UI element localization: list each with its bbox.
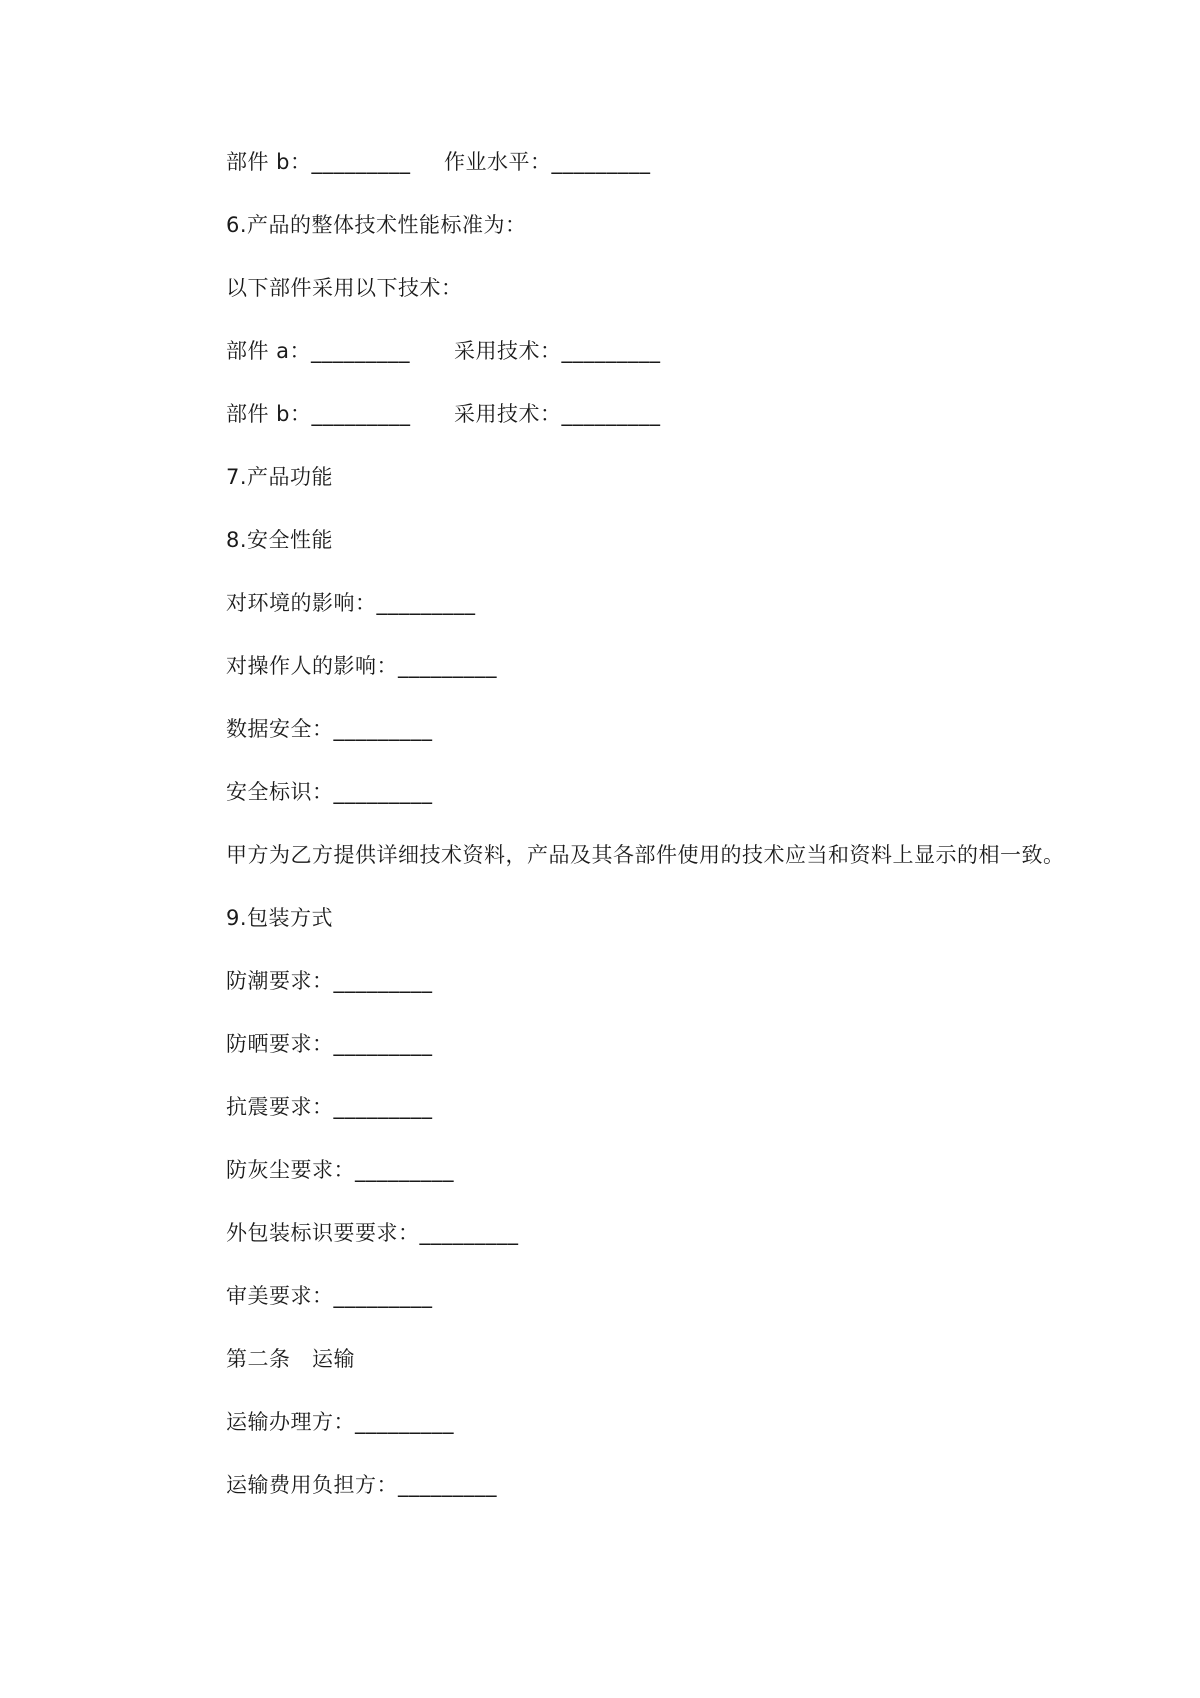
part-a-tech-field: 采用技术：_________ [454,339,661,363]
data-security-field: 数据安全：_________ [226,717,433,741]
sun-proof-field: 防晒要求：_________ [226,1032,433,1056]
part-b-field: 部件 b：_________ [226,150,411,174]
operator-impact-field: 对操作人的影响：_________ [226,654,497,678]
tech-docs-paragraph: 甲方为乙方提供详细技术资料，产品及其各部件使用的技术应当和资料上显示的相一致。 [226,843,1065,867]
dust-proof-field: 防灰尘要求：_________ [226,1158,454,1182]
part-b-field: 部件 b：_________ [226,402,411,426]
aesthetic-field: 审美要求：_________ [226,1284,433,1308]
parts-tech-intro: 以下部件采用以下技术： [226,276,463,300]
safety-label-field: 安全标识：_________ [226,780,433,804]
section-7-heading: 7.产品功能 [226,465,334,489]
part-b-tech-field: 采用技术：_________ [454,402,661,426]
work-level-field: 作业水平：_________ [444,150,651,174]
environment-impact-field: 对环境的影响：_________ [226,591,476,615]
section-9-heading: 9.包装方式 [226,906,334,930]
article-2-heading: 第二条 运输 [226,1347,355,1371]
section-8-heading: 8.安全性能 [226,528,334,552]
transport-handler-field: 运输办理方：_________ [226,1410,454,1434]
section-6-heading: 6.产品的整体技术性能标准为： [226,213,527,237]
transport-cost-field: 运输费用负担方：_________ [226,1473,497,1497]
part-a-field: 部件 a：_________ [226,339,411,363]
moisture-proof-field: 防潮要求：_________ [226,969,433,993]
outer-package-label-field: 外包装标识要要求：_________ [226,1221,519,1245]
shock-proof-field: 抗震要求：_________ [226,1095,433,1119]
